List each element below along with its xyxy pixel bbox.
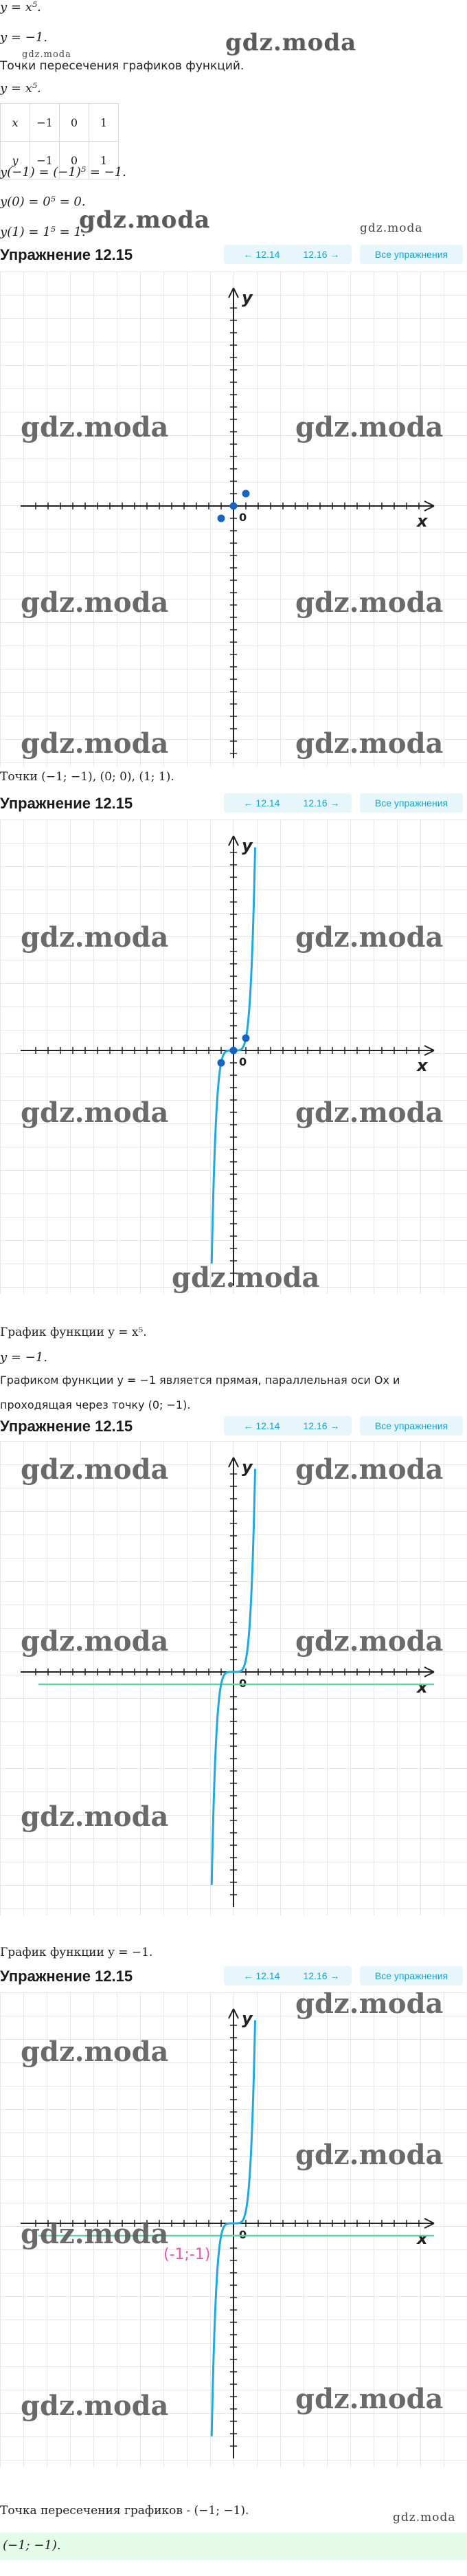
y-axis-label: y <box>242 288 253 307</box>
all-exercises-button[interactable]: Все упражнения <box>360 1416 463 1435</box>
origin-label: 0 <box>239 1055 247 1068</box>
watermark: gdz.moda <box>295 1625 444 1658</box>
watermark: gdz.moda <box>21 1801 169 1833</box>
y-axis-label: y <box>242 2009 253 2028</box>
watermark: gdz.moda <box>295 1992 444 2020</box>
equation-y-of-minus1: y(−1) = (−1)⁵ = −1. <box>0 165 126 179</box>
watermark-small: gdz.moda <box>393 2511 456 2524</box>
all-exercises-button[interactable]: Все упражнения <box>360 1966 463 1985</box>
watermark-small: gdz.moda <box>22 49 71 60</box>
prev-exercise-button[interactable]: ← 12.14 <box>224 1416 299 1435</box>
all-exercises-button[interactable]: Все упражнения <box>360 245 463 264</box>
watermark: gdz.moda <box>295 921 444 954</box>
equation-y-x5-2: y = x⁵. <box>0 81 41 96</box>
answer-text: (−1; −1). <box>3 2538 61 2553</box>
intersection-label: (-1;-1) <box>163 2246 211 2263</box>
equation-y-of-1: y(1) = 1⁵ = 1. <box>0 225 86 239</box>
table-cell: 0 <box>60 142 89 179</box>
graph-func-caption: График функции y = x⁵. <box>0 1325 147 1339</box>
watermark: gdz.moda <box>295 1453 444 1486</box>
next-exercise-button[interactable]: 12.16 → <box>291 245 352 264</box>
data-point <box>218 515 225 522</box>
prev-exercise-button[interactable]: ← 12.14 <box>224 245 299 264</box>
watermark-small: gdz.moda <box>360 221 423 235</box>
table-cell: 1 <box>89 142 119 179</box>
watermark: gdz.moda <box>21 2218 169 2250</box>
watermark: gdz.moda <box>21 1453 169 1486</box>
data-point <box>242 1035 250 1042</box>
data-point <box>230 1047 238 1055</box>
graph-panel-function <box>0 819 467 1294</box>
prev-exercise-button[interactable]: ← 12.14 <box>224 793 299 813</box>
y-axis-label: y <box>242 836 253 855</box>
data-point <box>242 490 250 498</box>
watermark: gdz.moda <box>21 2036 169 2068</box>
table-row-x <box>1 104 119 142</box>
coordinate-plane <box>0 272 467 767</box>
y-axis-label: y <box>242 1457 253 1477</box>
equation-y-of-0: y(0) = 0⁵ = 0. <box>0 195 86 209</box>
equation-y-x5: y = x⁵. <box>0 0 41 14</box>
graph-line-caption: График функции y = −1. <box>0 1946 153 1959</box>
exercise-header <box>0 1412 467 1442</box>
data-point <box>230 503 238 510</box>
exercise-title: Упражнение 12.15 <box>0 1418 133 1435</box>
origin-label: 0 <box>239 1677 247 1690</box>
data-point <box>218 1059 225 1067</box>
watermark: gdz.moda <box>295 411 444 443</box>
watermark: gdz.moda <box>295 2383 444 2415</box>
watermark: gdz.moda <box>21 411 169 443</box>
exercise-title: Упражнение 12.15 <box>0 1968 133 1985</box>
line-description-1: Графиком функции y = −1 является прямая, параллельная оси Ox и <box>0 1374 400 1387</box>
watermark: gdz.moda <box>21 2390 169 2422</box>
graph-panel-intersection <box>0 1992 467 2467</box>
table-cell: −1 <box>30 142 60 179</box>
x-axis-label: x <box>417 511 428 531</box>
watermark: gdz.moda <box>295 1097 444 1129</box>
watermark: gdz.moda <box>79 206 211 234</box>
next-exercise-button[interactable]: 12.16 → <box>291 1416 352 1435</box>
watermark: gdz.moda <box>21 1625 169 1658</box>
next-exercise-button[interactable]: 12.16 → <box>291 1966 352 1985</box>
coordinate-plane <box>0 1441 467 1915</box>
answer-box <box>0 2533 467 2560</box>
coordinate-plane <box>0 819 467 1294</box>
table-cell: 0 <box>60 104 89 142</box>
watermark: gdz.moda <box>21 586 169 619</box>
intersection-caption: Точка пересечения графиков - (−1; −1). <box>0 2504 249 2518</box>
all-exercises-button[interactable]: Все упражнения <box>360 793 463 813</box>
table-cell: y <box>1 142 30 179</box>
graph-panel-both <box>0 1441 467 1915</box>
points-caption: Точки (−1; −1), (0; 0), (1; 1). <box>0 770 174 784</box>
coordinate-plane <box>0 1992 467 2467</box>
prev-exercise-button[interactable]: ← 12.14 <box>224 1966 299 1985</box>
exercise-header <box>0 789 467 819</box>
graph-panel-points <box>0 272 467 767</box>
equation-y-minus1: y = −1. <box>0 30 47 45</box>
watermark: gdz.moda <box>295 2139 444 2171</box>
exercise-title: Упражнение 12.15 <box>0 795 133 812</box>
equation-line: y = −1. <box>0 1350 47 1365</box>
exercise-header <box>0 241 467 271</box>
exercise-header <box>0 1962 467 1992</box>
watermark: gdz.moda <box>295 727 444 760</box>
line-description-2: проходящая через точку (0; −1). <box>0 1398 191 1411</box>
table-cell: x <box>1 104 30 142</box>
table-cell: −1 <box>30 104 60 142</box>
watermark: gdz.moda <box>21 921 169 954</box>
x-axis-label: x <box>417 2229 428 2248</box>
intersections-caption: Точки пересечения графиков функций. <box>0 59 244 73</box>
watermark: gdz.moda <box>21 727 169 760</box>
table-cell: 1 <box>89 104 119 142</box>
origin-label: 0 <box>239 511 247 524</box>
exercise-title: Упражнение 12.15 <box>0 246 133 263</box>
origin-label: 0 <box>239 2228 247 2241</box>
x-axis-label: x <box>417 1056 428 1075</box>
watermark: gdz.moda <box>21 1097 169 1129</box>
next-exercise-button[interactable]: 12.16 → <box>291 793 352 813</box>
watermark: gdz.moda <box>172 1262 320 1294</box>
watermark: gdz.moda <box>295 586 444 619</box>
watermark: gdz.moda <box>225 29 357 56</box>
x-axis-label: x <box>417 1677 428 1697</box>
